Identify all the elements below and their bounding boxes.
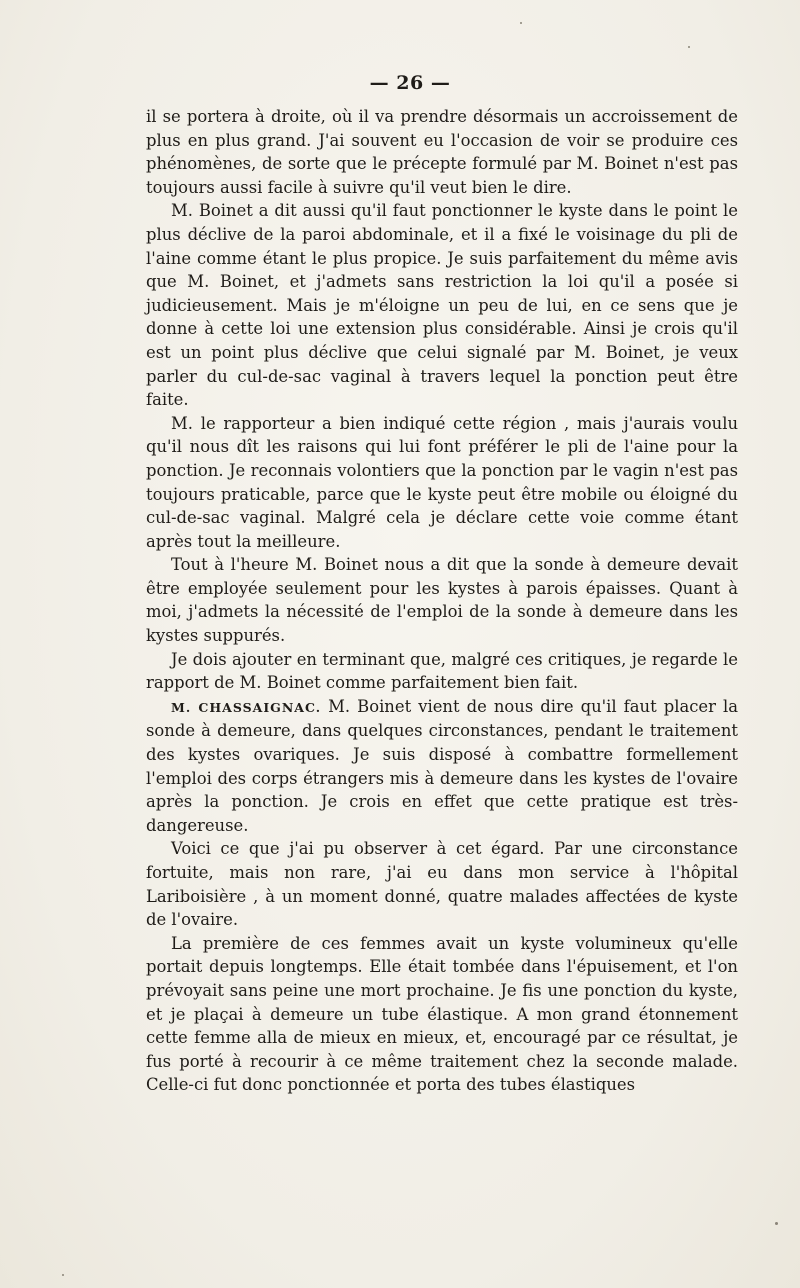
speaker-text: M. Boinet vient de nous dire qu'il faut placer la sonde à demeure, dans quelques circonstances, pendant le traitement des kystes ovariques. Je suis disposé à combattre formellement l'emploi des corps étrangers mis à demeure dans les kystes de l'ovaire après la ponction. Je crois en effet que cette pratique est très-dangereuse.	[146, 696, 739, 835]
speaker-name: M. CHASSAIGNAC.	[171, 699, 322, 715]
paper-speck	[62, 1274, 64, 1276]
paragraph-5: Je dois ajouter en terminant que, malgré ces critiques, je regarde le rapport de M. Boinet comme parfaitement bien fait.	[146, 649, 738, 693]
paper-speck	[520, 22, 522, 24]
paragraph-1: il se portera à droite, où il va prendre désormais un accroissement de plus en plus grand. J'ai souvent eu l'occasion de voir se produire ces phénomènes, de sorte que le précepte formulé par M. Boinet n'est pas toujours aussi facile à suivre qu'il veut bien le dire.	[146, 107, 738, 197]
paper-speck	[688, 46, 690, 48]
paragraph-7: Voici ce que j'ai pu observer à cet égard. Par une circonstance fortuite, mais non rare, j'ai eu dans mon service à l'hôpital Lariboisière , à un moment donné, quatre malades affectées de kyste de l'ovaire.	[146, 839, 738, 930]
paragraph-4: Tout à l'heure M. Boinet nous a dit que la sonde à demeure devait être employée seulement pour les kystes à parois épaisses. Quant à moi, j'admets la nécessité de l'emploi de la sonde à demeure dans les kystes suppurés.	[146, 555, 738, 646]
page-number: — 26 —	[369, 72, 451, 94]
body-text	[146, 105, 738, 1097]
paragraph-8: La première de ces femmes avait un kyste volumineux qu'elle portait depuis longtemps. Elle était tombée dans l'épuisement, et l'on prévoyait sans peine une mort prochaine. Je fis une ponction du kyste, et je plaçai à demeure un tube élastique. A mon grand étonnement cette femme alla de mieux en mieux, et, encouragé par ce résultat, je fus porté à recourir à ce même traitement chez la seconde malade. Celle-ci fut donc ponctionnée et porta des tubes élastiques	[146, 933, 738, 1095]
paragraph-2: M. Boinet a dit aussi qu'il faut ponctionner le kyste dans le point le plus déclive de la paroi abdominale, et il a fixé le voisinage du pli de l'aine comme étant le plus propice. Je suis parfaitement du même avis que M. Boinet, et j'admets sans restriction la loi qu'il a posée si judicieusement. Mais je m'éloigne un peu de lui, en ce sens que je donne à cette loi une extension plus considérable. Ainsi je crois qu'il est un point plus déclive que celui signalé par M. Boinet, je veux parler du cul-de-sac vaginal à travers lequel la ponction peut être faite.	[146, 201, 738, 410]
paper-speck	[775, 1222, 778, 1225]
speaker-paragraph	[146, 695, 738, 838]
paragraph-3: M. le rapporteur a bien indiqué cette région , mais j'aurais voulu qu'il nous dît les raisons qui lui font préférer le pli de l'aine pour la ponction. Je reconnais volontiers que la ponction par le vagin n'est pas toujours praticable, parce que le kyste peut être mobile ou éloigné du cul-de-sac vaginal. Malgré cela je déclare cette voie comme étant après tout la meilleure.	[146, 413, 738, 551]
